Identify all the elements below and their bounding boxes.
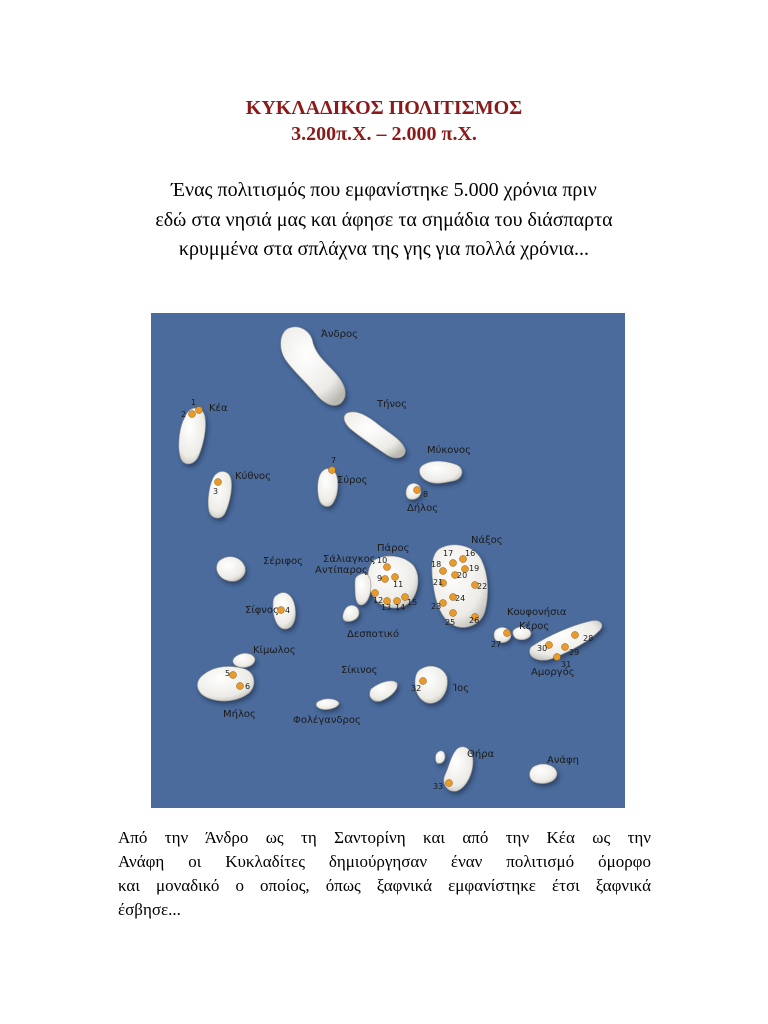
site-marker-7 xyxy=(329,467,336,474)
closing-line-1: Από την Άνδρο ως τη Σαντορίνη και από την Κέα ως την xyxy=(118,828,651,847)
label-koufonisia: Κουφονήσια xyxy=(507,607,567,618)
site-marker-33 xyxy=(446,780,453,787)
label-amorgos: Αμοργός xyxy=(531,667,575,678)
island-anafi xyxy=(530,764,557,783)
site-label-22: 22 xyxy=(477,582,488,591)
site-marker-9 xyxy=(382,576,389,583)
site-label-1: 1 xyxy=(191,398,197,407)
label-kythnos: Κύθνος xyxy=(235,471,272,482)
site-label-32: 32 xyxy=(411,684,422,693)
intro-line-2: εδώ στα νησιά μας και άφησε τα σημάδια του διάσπαρτα xyxy=(155,209,613,231)
site-marker-25 xyxy=(450,610,457,617)
site-marker-1 xyxy=(196,407,203,414)
site-label-6: 6 xyxy=(245,682,251,691)
label-naxos: Νάξος xyxy=(471,535,503,546)
site-label-10: 10 xyxy=(377,556,388,565)
label-tinos: Τήνος xyxy=(377,399,408,410)
island-mykonos xyxy=(420,461,462,483)
label-serifos: Σέριφος xyxy=(263,556,304,567)
label-milos: Μήλος xyxy=(223,709,256,720)
site-marker-6 xyxy=(237,683,244,690)
site-label-28: 28 xyxy=(583,634,594,643)
closing-line-3: και μοναδικό ο οποίος, όπως ξαφνικά εμφανίστηκε έτσι ξαφνικά xyxy=(118,876,651,895)
site-label-9: 9 xyxy=(377,574,383,583)
label-anafi: Ανάφη xyxy=(547,755,579,766)
label-sifnos: Σίφνος xyxy=(245,605,279,616)
site-label-26: 26 xyxy=(469,616,480,625)
site-label-4: 4 xyxy=(285,606,291,615)
site-marker-31 xyxy=(554,654,561,661)
site-label-13: 13 xyxy=(381,603,392,612)
label-sikinos: Σίκινος xyxy=(341,665,378,676)
site-label-15: 15 xyxy=(407,598,418,607)
site-marker-3 xyxy=(215,479,222,486)
site-label-21: 21 xyxy=(433,578,444,587)
site-label-17: 17 xyxy=(443,549,454,558)
site-marker-17 xyxy=(450,560,457,567)
label-delos: Δήλος xyxy=(407,503,439,514)
site-label-12: 12 xyxy=(373,596,384,605)
site-label-24: 24 xyxy=(455,594,466,603)
site-marker-29 xyxy=(562,644,569,651)
site-label-3: 3 xyxy=(213,487,219,496)
label-paros: Πάρος xyxy=(377,543,410,554)
period-subtitle: 3.200π.Χ. – 2.000 π.Χ. xyxy=(291,123,477,145)
site-label-11: 11 xyxy=(393,580,404,589)
label-antiparos: Αντίπαρος xyxy=(315,565,368,576)
site-label-2: 2 xyxy=(181,410,187,419)
label-kea: Κέα xyxy=(209,403,228,414)
site-label-14: 14 xyxy=(395,603,406,612)
site-label-23: 23 xyxy=(431,602,442,611)
label-keros: Κέρος xyxy=(519,621,550,632)
intro-line-1: Ένας πολιτισμός που εμφανίστηκε 5.000 χρόνια πριν xyxy=(171,179,597,201)
site-marker-5 xyxy=(230,672,237,679)
page-title: ΚΥΚΛΑΔΙΚΟΣ ΠΟΛΙΤΙΣΜΟΣ xyxy=(245,97,523,119)
site-label-16: 16 xyxy=(465,549,476,558)
label-andros: Άνδρος xyxy=(321,329,358,340)
label-saliagos: Σάλιαγκος xyxy=(323,554,376,565)
intro-line-3: κρυμμένα στα σπλάχνα της γης για πολλά χρόνια... xyxy=(178,238,590,260)
label-syros: Σύρος xyxy=(337,475,368,486)
map-svg xyxy=(151,313,625,808)
site-label-30: 30 xyxy=(537,644,548,653)
site-label-31: 31 xyxy=(561,660,572,669)
site-label-19: 19 xyxy=(469,564,480,573)
site-marker-27 xyxy=(504,630,511,637)
site-marker-8 xyxy=(414,487,421,494)
label-thira: Θήρα xyxy=(467,749,495,760)
site-label-20: 20 xyxy=(457,571,468,580)
closing-line-4: έσβησε... xyxy=(118,900,181,919)
closing-paragraph xyxy=(118,826,651,922)
label-despotiko: Δεσποτικό xyxy=(347,629,400,640)
site-label-18: 18 xyxy=(431,560,442,569)
label-folegandros: Φολέγανδρος xyxy=(293,715,361,726)
site-marker-28 xyxy=(572,632,579,639)
site-label-33: 33 xyxy=(433,782,444,791)
label-kimolos: Κίμωλος xyxy=(253,645,296,656)
site-marker-2 xyxy=(189,411,196,418)
label-mykonos: Μύκονος xyxy=(427,445,471,456)
closing-line-2: Ανάφη οι Κυκλαδίτες δημιούργησαν έναν πολιτισμό όμορφο xyxy=(118,852,651,871)
site-label-25: 25 xyxy=(445,618,456,627)
site-label-8: 8 xyxy=(423,490,429,499)
site-label-27: 27 xyxy=(491,640,502,649)
site-label-29: 29 xyxy=(569,648,580,657)
cyclades-map xyxy=(151,313,625,808)
label-ios: Ίος xyxy=(453,683,470,694)
site-label-7: 7 xyxy=(331,456,337,465)
site-label-5: 5 xyxy=(225,669,231,678)
